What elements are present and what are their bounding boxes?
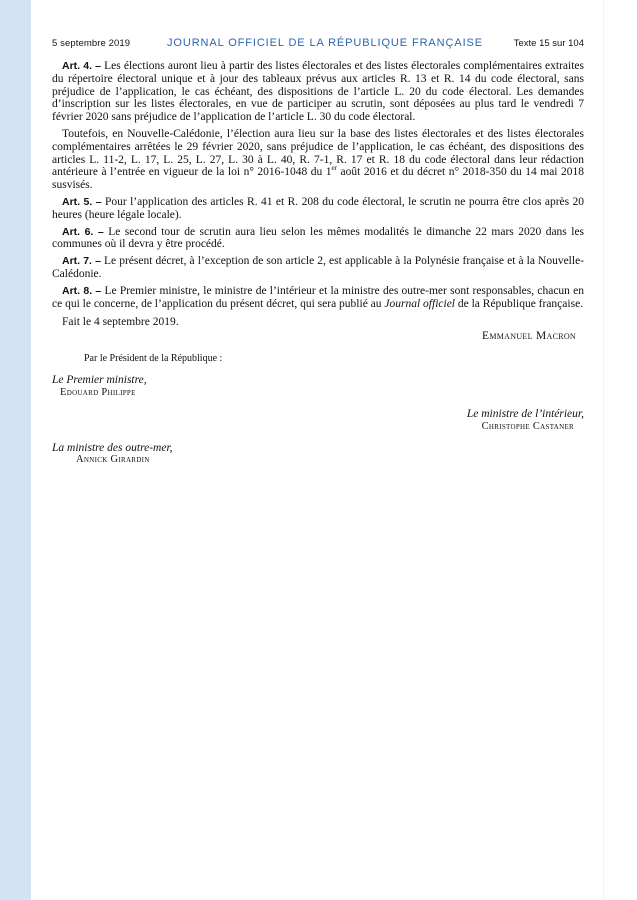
outremer-minister-role: La ministre des outre-mer, [52,441,173,454]
article-6-label: Art. 6. – [62,225,104,238]
prime-minister-name: Edouard Philippe [60,387,136,399]
article-7-text: Le présent décret, à l’exception de son article 2, est applicable à la Polynésie française et à la Nouvelle-Calédonie. [52,255,584,280]
left-margin-band [0,0,31,900]
article-5-label: Art. 5. – [62,195,102,208]
par-le-president: Par le Président de la République : [84,353,223,365]
article-8-text-start: Le Premier ministre, le ministre de l’intérieur et la ministre des outre-mer sont responsables, chacun en ce qui le concerne, de l’application du présent décret, qui sera publié au [52,284,585,310]
article-8 [52,285,584,311]
article-7-label: Art. 7. – [62,255,101,268]
article-4-par2-end: août 2016 et du décret n° 2018-350 du 14 mai 2018 susvisés. [52,166,585,192]
article-4-par2-sup: er [331,164,337,173]
done-date: Fait le 4 septembre 2019. [62,316,179,329]
header-text-count: Texte 15 sur 104 [513,38,584,49]
page-header [52,0,584,60]
article-5 [52,196,584,222]
article-4-paragraph-2 [52,128,584,192]
header-date: 5 septembre 2019 [52,38,131,49]
article-4-text: Les élections auront lieu à partir des listes électorales et des listes électorales complémentaires extraites du répertoire électoral unique et à jour des tableaux prévus aux articles R. 13 et R. 14 du code électoral, sans préjudice de l’application, le cas échéant, des dispositions de l’article L. 20 du code électoral. Les demandes d’inscription sur les listes électorales, en vue de participer au scrutin, sont déposées au plus tard le vendredi 7 février 2020 sans préjudice de l’application de l’article L. 30 du code électoral. [52,60,585,124]
article-6-text: Le second tour de scrutin aura lieu selon les mêmes modalités le dimanche 22 mars 2020 dans les communes où il devra y être procédé. [52,225,585,251]
article-8-label: Art. 8. – [62,284,102,297]
article-8-text-end: de la République française. [455,297,584,310]
article-4-label: Art. 4. – [62,60,102,72]
right-margin [603,0,637,900]
outremer-minister-signature [52,442,584,468]
interior-minister-role: Le ministre de l’intérieur, [466,407,584,420]
article-5-text: Pour l’application des articles R. 41 et R. 208 du code électoral, le scrutin ne pourra être clos après 20 heures (heure légale locale). [52,195,585,221]
prime-minister-role: Le Premier ministre, [52,374,147,387]
header-journal-title: JOURNAL OFFICIEL DE LA RÉPUBLIQUE FRANÇAISE [167,37,484,49]
outremer-minister-name: Annick Girardin [76,454,150,466]
interior-minister-name: Christophe Castaner [481,420,574,432]
journal-officiel-italic: Journal officiel [384,297,455,310]
interior-minister-signature [52,408,584,434]
article-6 [52,226,584,252]
president-signature: Emmanuel Macron [482,330,576,343]
article-7 [52,255,584,281]
prime-minister-signature [52,374,584,400]
document-body [52,60,584,310]
document-page [52,0,584,467]
article-4 [52,60,584,124]
article-4-par2-start: Toutefois, en Nouvelle-Calédonie, l’élection aura lieu sur la base des listes électorales et des listes électorales complémentaires arrêtées le 29 février 2020, sans préjudice de l’application, le cas échéant, des dispositions des articles L. 11-2, L. 17, L. 25, L. 27, L. 30 à L. 40, R. 7-1, R. 17 et R. 18 du code électoral dans leur rédaction antérieure à l’entrée en vigueur de la loi n° 2016-1048 du 1 [52,127,584,179]
